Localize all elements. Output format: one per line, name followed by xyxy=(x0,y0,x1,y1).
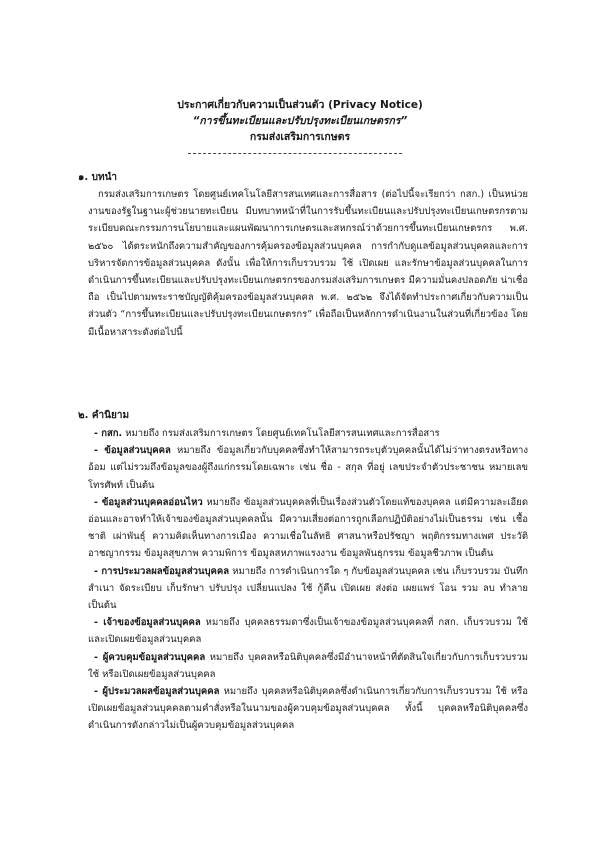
section-1-heading: ๑. บทนำ xyxy=(78,172,118,183)
definition-item xyxy=(88,494,528,563)
notice-subtitle: “การขึ้นทะเบียนและปรับปรุงทะเบียนเกษตรกร” xyxy=(192,115,408,127)
definition-text: หมายถึง บุคคลหรือนิติบุคคลซึ่งดำเนินการเกี่ยวกับการเก็บรวบรวม ใช้ หรือเปิดเผยข้อมูลส่วนบุคคลตามคำสั่งหรือในนามของผู้ควบคุมข้อมูลส่วนบุคคล ทั้งนี้ บุคคลหรือนิติบุคคลซึ่งดำเนินการดังกล่าวไม่เป็นผู้ควบคุมข้อมูลส่วนบุคคล xyxy=(88,686,528,732)
definition-item xyxy=(88,614,528,648)
definition-text: หมายถึง กรมส่งเสริมการเกษตร โดยศูนย์เทคโนโลยีสารสนเทศและการสื่อสาร xyxy=(122,428,440,439)
notice-organization: กรมส่งเสริมการเกษตร xyxy=(249,131,351,143)
definition-item xyxy=(88,563,528,615)
section-2-heading: ๒. คำนิยาม xyxy=(78,410,130,421)
definition-item xyxy=(88,683,528,735)
definitions-list xyxy=(88,425,528,735)
definition-term: - เจ้าของข้อมูลส่วนบุคคล xyxy=(94,617,201,629)
definition-term: - ข้อมูลส่วนบุคคล xyxy=(94,445,171,457)
notice-title: ประกาศเกี่ยวกับความเป็นส่วนตัว (Privacy Notice) xyxy=(177,99,423,111)
definition-text: หมายถึง บุคคลธรรมดาซึ่งเป็นเจ้าของข้อมูลส่วนบุคคลที่ กสก. เก็บรวบรวม ใช้ และเปิดเผยข้อมูลส่วนบุคคล xyxy=(88,617,528,646)
header-divider xyxy=(188,153,402,154)
definition-text: หมายถึง ข้อมูลส่วนบุคคลที่เป็นเรื่องส่วนตัวโดยแท้ของบุคคล แต่มีความละเอียดอ่อนและอาจทำให้เจ้าของข้อมูลส่วนบุคคลนั้น มีความเสี่ยงต่อการถูกเลือกปฏิบัติอย่างไม่เป็นธรรม เช่น เชื้อชาติ เผ่าพันธุ์ ความคิดเห็นทางการเมือง ความเชื่อในลัทธิ ศาสนาหรือปรัชญา พฤติกรรมทางเพศ ประวัติอาชญากรรม ข้อมูลสุขภาพ ความพิการ ข้อมูลสหภาพแรงงาน ข้อมูลพันธุกรรม ข้อมูลชีวภาพ เป็นต้น xyxy=(88,496,528,560)
definition-term: - การประมวลผลข้อมูลส่วนบุคคล xyxy=(94,565,230,577)
definition-term: - กสก. xyxy=(94,428,123,439)
definition-term: - ผู้ประมวลผลข้อมูลส่วนบุคคล xyxy=(94,686,220,698)
definition-term: - ผู้ควบคุมข้อมูลส่วนบุคคล xyxy=(94,651,206,663)
definition-item xyxy=(88,649,528,683)
definition-item xyxy=(88,425,528,442)
definition-text: หมายถึง ข้อมูลเกี่ยวกับบุคคลซึ่งทำให้สามารถระบุตัวบุคคลนั้นได้ไม่ว่าทางตรงหรือทางอ้อม แต่ไม่รวมถึงข้อมูลของผู้ถึงแก่กรรมโดยเฉพาะ เช่น ชื่อ - สกุล ที่อยู่ เลขประจำตัวประชาชน หมายเลขโทรศัพท์ เป็นต้น xyxy=(88,445,528,491)
section-1-paragraph: กรมส่งเสริมการเกษตร โดยศูนย์เทคโนโลยีสารสนเทศและการสื่อสาร (ต่อไปนี้จะเรียกว่า กสก.) เป็นหน่วยงานของรัฐในฐานะผู้ช่วยนายทะเบียน มีบทบาทหน้าที่ในการรับขึ้นทะเบียนและปรับปรุงทะเบียนเกษตรกรตามระเบียบคณะกรรมการนโยบายและแผนพัฒนาการเกษตรและสหกรณ์ว่าด้วยการขึ้นทะเบียนเกษตรกร พ.ศ. ๒๕๖๐ ได้ตระหนักถึงความสำคัญของการคุ้มครองข้อมูลส่วนบุคคล การกำกับดูแลข้อมูลส่วนบุคคลและการบริหารจัดการข้อมูลส่วนบุคคล ดังนั้น เพื่อให้การเก็บรวบรวม ใช้ เปิดเผย และรักษาข้อมูลส่วนบุคคลในการดำเนินการขึ้นทะเบียนและปรับปรุงทะเบียนเกษตรกรของกรมส่งเสริมการเกษตร มีความมั่นคงปลอดภัย น่าเชื่อถือ เป็นไปตามพระราชบัญญัติคุ้มครองข้อมูลส่วนบุคคล พ.ศ. ๒๕๖๒ จึงได้จัดทำประกาศเกี่ยวกับความเป็นส่วนตัว “การขึ้นทะเบียนและปรับปรุงทะเบียนเกษตรกร” เพื่อถือเป็นหลักการดำเนินงานในส่วนที่เกี่ยวข้อง โดยมีเนื้อหาสาระดังต่อไปนี้ xyxy=(88,189,528,338)
definition-item xyxy=(88,442,528,494)
definition-term: - ข้อมูลส่วนบุคคลอ่อนไหว xyxy=(94,496,203,508)
definition-text: หมายถึง การดำเนินการใด ๆ กับข้อมูลส่วนบุคคล เช่น เก็บรวบรวม บันทึก สำเนา จัดระเบียบ เก็บรักษา ปรับปรุง เปลี่ยนแปลง ใช้ กู้คืน เปิดเผย ส่งต่อ เผยแพร่ โอน รวม ลบ ทำลาย เป็นต้น xyxy=(88,565,528,612)
definition-text: หมายถึง บุคคลหรือนิติบุคคลซึ่งมีอำนาจหน้าที่ตัดสินใจเกี่ยวกับการเก็บรวบรวม ใช้ หรือเปิดเผยข้อมูลส่วนบุคคล xyxy=(88,651,528,680)
